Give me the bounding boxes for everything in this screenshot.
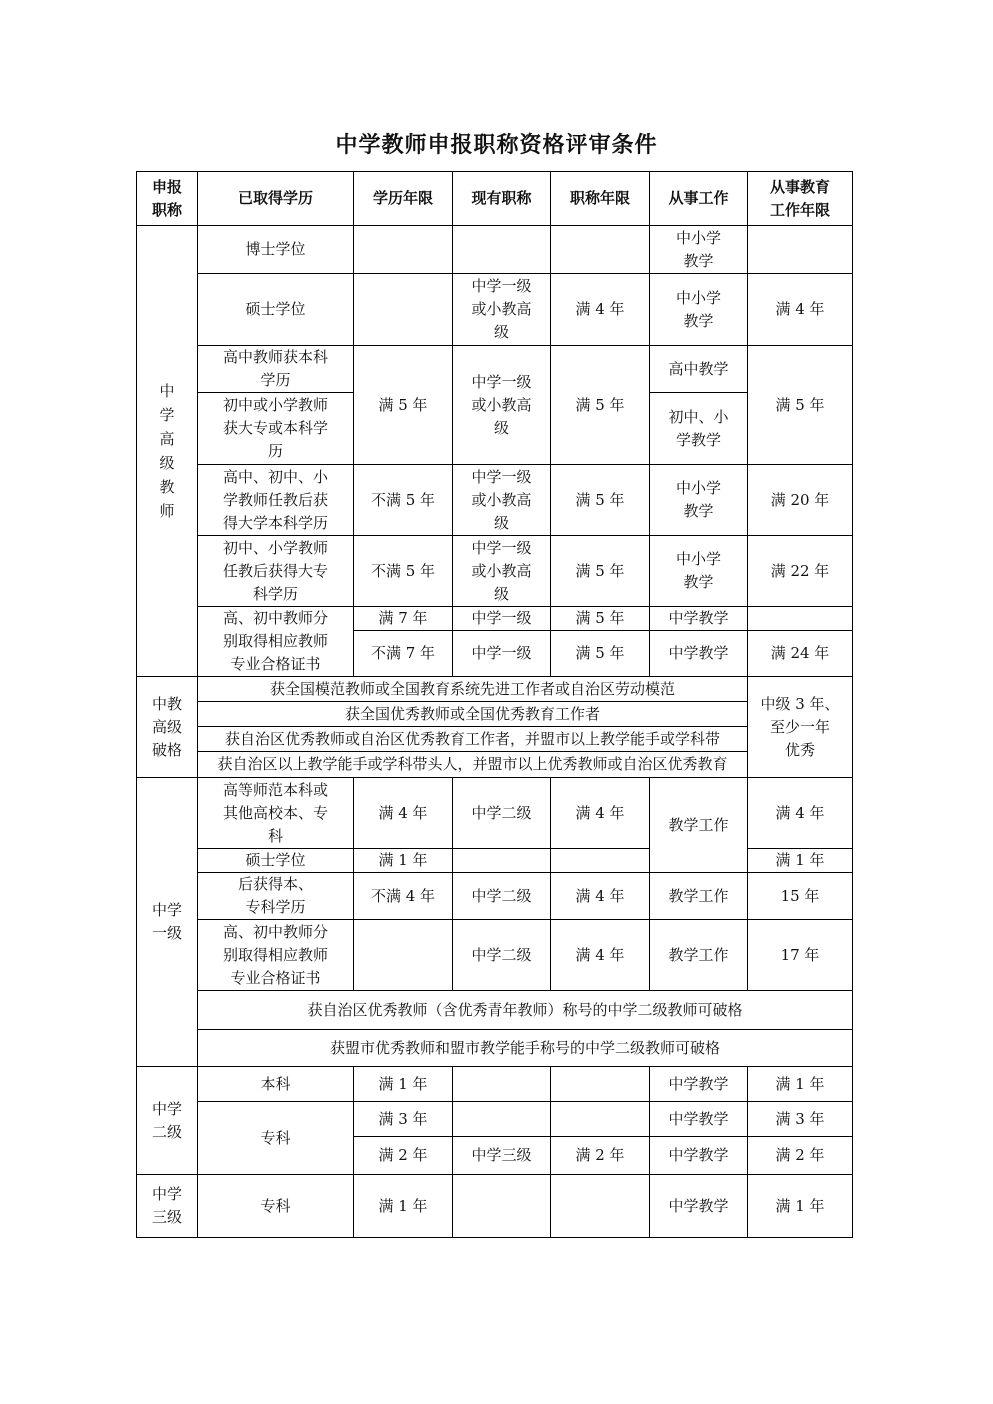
cell-work: 高中教学 bbox=[650, 346, 748, 393]
section-label-breakthrough: 中教 高级 破格 bbox=[137, 677, 198, 778]
cell-work-years: 满 1 年 bbox=[748, 1067, 853, 1102]
cell-empty bbox=[453, 1102, 551, 1137]
table-row bbox=[137, 1102, 853, 1137]
cell-work: 中小学 教学 bbox=[650, 465, 748, 536]
cell-work-years: 17 年 bbox=[748, 920, 853, 991]
breakthrough-line: 获自治区优秀教师或自治区优秀教育工作者，并盟市以上教学能手或学科带 bbox=[198, 727, 748, 752]
cell-work-years: 满 4 年 bbox=[748, 778, 853, 849]
cell-education-years: 满 2 年 bbox=[354, 1137, 453, 1175]
breakthrough-line: 获全国优秀教师或全国优秀教育工作者 bbox=[198, 702, 748, 727]
cell-work-years: 满 1 年 bbox=[748, 849, 853, 873]
cell-education: 专科 bbox=[198, 1102, 354, 1175]
cell-education-years: 满 4 年 bbox=[354, 778, 453, 849]
cell-title-years: 满 4 年 bbox=[551, 778, 650, 849]
cell-education-years: 不满 7 年 bbox=[354, 631, 453, 677]
cell-empty bbox=[453, 226, 551, 274]
header-work-years: 从事教育 工作年限 bbox=[748, 172, 853, 226]
cell-title-years: 满 4 年 bbox=[551, 873, 650, 920]
cell-title-years: 满 5 年 bbox=[551, 631, 650, 677]
table-row bbox=[137, 752, 853, 778]
cell-title: 中学一级 或小教高 级 bbox=[453, 465, 551, 536]
cell-work-years: 满 4 年 bbox=[748, 274, 853, 346]
cell-title: 中学二级 bbox=[453, 920, 551, 991]
cell-work: 中学教学 bbox=[650, 1102, 748, 1137]
cell-work-years: 15 年 bbox=[748, 873, 853, 920]
cell-work: 中小学 教学 bbox=[650, 226, 748, 274]
cell-work: 教学工作 bbox=[650, 778, 748, 873]
header-education-years: 学历年限 bbox=[354, 172, 453, 226]
cell-work: 中学教学 bbox=[650, 1067, 748, 1102]
cell-education-years: 不满 5 年 bbox=[354, 536, 453, 607]
section-label-level2: 中学 二级 bbox=[137, 1067, 198, 1175]
cell-education-years: 满 1 年 bbox=[354, 1175, 453, 1238]
cell-work-years: 满 2 年 bbox=[748, 1137, 853, 1175]
breakthrough-line: 获全国模范教师或全国教育系统先进工作者或自治区劳动模范 bbox=[198, 677, 748, 702]
table-row bbox=[137, 274, 853, 346]
cell-empty bbox=[354, 274, 453, 346]
cell-work: 中小学 教学 bbox=[650, 274, 748, 346]
cell-empty bbox=[453, 1067, 551, 1102]
cell-empty bbox=[748, 226, 853, 274]
cell-education-years: 满 1 年 bbox=[354, 849, 453, 873]
table-row bbox=[137, 991, 853, 1030]
header-title-years: 职称年限 bbox=[551, 172, 650, 226]
cell-work-years: 满 1 年 bbox=[748, 1175, 853, 1238]
section-label-level1: 中学 一级 bbox=[137, 778, 198, 1067]
header-education: 已取得学历 bbox=[198, 172, 354, 226]
cell-title: 中学一级 bbox=[453, 631, 551, 677]
table-row bbox=[137, 346, 853, 393]
table-row bbox=[137, 1175, 853, 1238]
cell-work: 中学教学 bbox=[650, 607, 748, 631]
cell-title: 中学三级 bbox=[453, 1137, 551, 1175]
cell-education-years: 满 7 年 bbox=[354, 607, 453, 631]
cell-education: 本科 bbox=[198, 1067, 354, 1102]
cell-title-years: 满 5 年 bbox=[551, 465, 650, 536]
cell-work-years: 满 22 年 bbox=[748, 536, 853, 607]
cell-empty bbox=[748, 607, 853, 631]
cell-title: 中学一级 或小教高 级 bbox=[453, 274, 551, 346]
cell-work: 初中、小 学教学 bbox=[650, 393, 748, 465]
cell-title: 中学一级 bbox=[453, 607, 551, 631]
table-header-row bbox=[137, 172, 853, 226]
table-row bbox=[137, 873, 853, 920]
table-row bbox=[137, 1067, 853, 1102]
cell-work-years: 满 3 年 bbox=[748, 1102, 853, 1137]
table-row bbox=[137, 727, 853, 752]
table-row bbox=[137, 607, 853, 631]
section-label-senior: 中 学 高 级 教 师 bbox=[137, 226, 198, 677]
cell-empty bbox=[551, 1067, 650, 1102]
table-row bbox=[137, 226, 853, 274]
cell-title: 中学一级 或小教高 级 bbox=[453, 346, 551, 465]
cell-work-years: 满 24 年 bbox=[748, 631, 853, 677]
cell-education: 专科 bbox=[198, 1175, 354, 1238]
cell-title: 中学二级 bbox=[453, 873, 551, 920]
cell-title-years: 满 5 年 bbox=[551, 346, 650, 465]
cell-empty bbox=[453, 1175, 551, 1238]
cell-title-years: 满 5 年 bbox=[551, 607, 650, 631]
breakthrough-note: 中级 3 年、 至少一年 优秀 bbox=[748, 677, 853, 778]
cell-education: 后获得本、 专科学历 bbox=[198, 873, 354, 920]
cell-empty bbox=[551, 226, 650, 274]
cell-education: 高、初中教师分 别取得相应教师 专业合格证书 bbox=[198, 920, 354, 991]
cell-title: 中学一级 或小教高 级 bbox=[453, 536, 551, 607]
table-row bbox=[137, 536, 853, 607]
cell-empty bbox=[551, 1102, 650, 1137]
cell-empty bbox=[453, 849, 551, 873]
cell-title-years: 满 4 年 bbox=[551, 920, 650, 991]
cell-empty bbox=[551, 849, 650, 873]
cell-work: 教学工作 bbox=[650, 873, 748, 920]
table-row bbox=[137, 465, 853, 536]
section-label-level3: 中学 三级 bbox=[137, 1175, 198, 1238]
cell-work: 教学工作 bbox=[650, 920, 748, 991]
cell-education: 硕士学位 bbox=[198, 849, 354, 873]
table-row bbox=[137, 778, 853, 849]
cell-education: 硕士学位 bbox=[198, 274, 354, 346]
qualification-table bbox=[136, 171, 853, 1238]
header-work: 从事工作 bbox=[650, 172, 748, 226]
cell-title-years: 满 2 年 bbox=[551, 1137, 650, 1175]
cell-education: 高中、初中、小 学教师任教后获 得大学本科学历 bbox=[198, 465, 354, 536]
table-row bbox=[137, 677, 853, 702]
cell-work: 中学教学 bbox=[650, 631, 748, 677]
table-row bbox=[137, 702, 853, 727]
cell-education: 初中、小学教师 任教后获得大专 科学历 bbox=[198, 536, 354, 607]
cell-education-years: 不满 5 年 bbox=[354, 465, 453, 536]
cell-work-years: 满 20 年 bbox=[748, 465, 853, 536]
level1-note: 获盟市优秀教师和盟市教学能手称号的中学二级教师可破格 bbox=[198, 1030, 853, 1067]
table-row bbox=[137, 920, 853, 991]
level1-note: 获自治区优秀教师（含优秀青年教师）称号的中学二级教师可破格 bbox=[198, 991, 853, 1030]
header-current-title: 现有职称 bbox=[453, 172, 551, 226]
cell-work: 中小学 教学 bbox=[650, 536, 748, 607]
cell-work: 中学教学 bbox=[650, 1175, 748, 1238]
document-title: 中学教师申报职称资格评审条件 bbox=[335, 132, 658, 158]
cell-empty bbox=[551, 1175, 650, 1238]
cell-education-years: 满 5 年 bbox=[354, 346, 453, 465]
cell-education: 高中教师获本科 学历 bbox=[198, 346, 354, 393]
cell-education: 初中或小学教师 获大专或本科学 历 bbox=[198, 393, 354, 465]
cell-education-years: 满 1 年 bbox=[354, 1067, 453, 1102]
header-rank: 申报 职称 bbox=[137, 172, 198, 226]
cell-empty bbox=[354, 920, 453, 991]
cell-education: 高等师范本科或 其他高校本、专 科 bbox=[198, 778, 354, 849]
cell-education: 高、初中教师分 别取得相应教师 专业合格证书 bbox=[198, 607, 354, 677]
cell-education: 博士学位 bbox=[198, 226, 354, 274]
table-row bbox=[137, 1030, 853, 1067]
cell-title-years: 满 4 年 bbox=[551, 274, 650, 346]
cell-title: 中学二级 bbox=[453, 778, 551, 849]
cell-education-years: 满 3 年 bbox=[354, 1102, 453, 1137]
breakthrough-line: 获自治区以上教学能手或学科带头人，并盟市以上优秀教师或自治区优秀教育 bbox=[198, 752, 748, 778]
cell-work: 中学教学 bbox=[650, 1137, 748, 1175]
cell-work-years: 满 5 年 bbox=[748, 346, 853, 465]
cell-title-years: 满 5 年 bbox=[551, 536, 650, 607]
cell-education-years: 不满 4 年 bbox=[354, 873, 453, 920]
cell-empty bbox=[354, 226, 453, 274]
